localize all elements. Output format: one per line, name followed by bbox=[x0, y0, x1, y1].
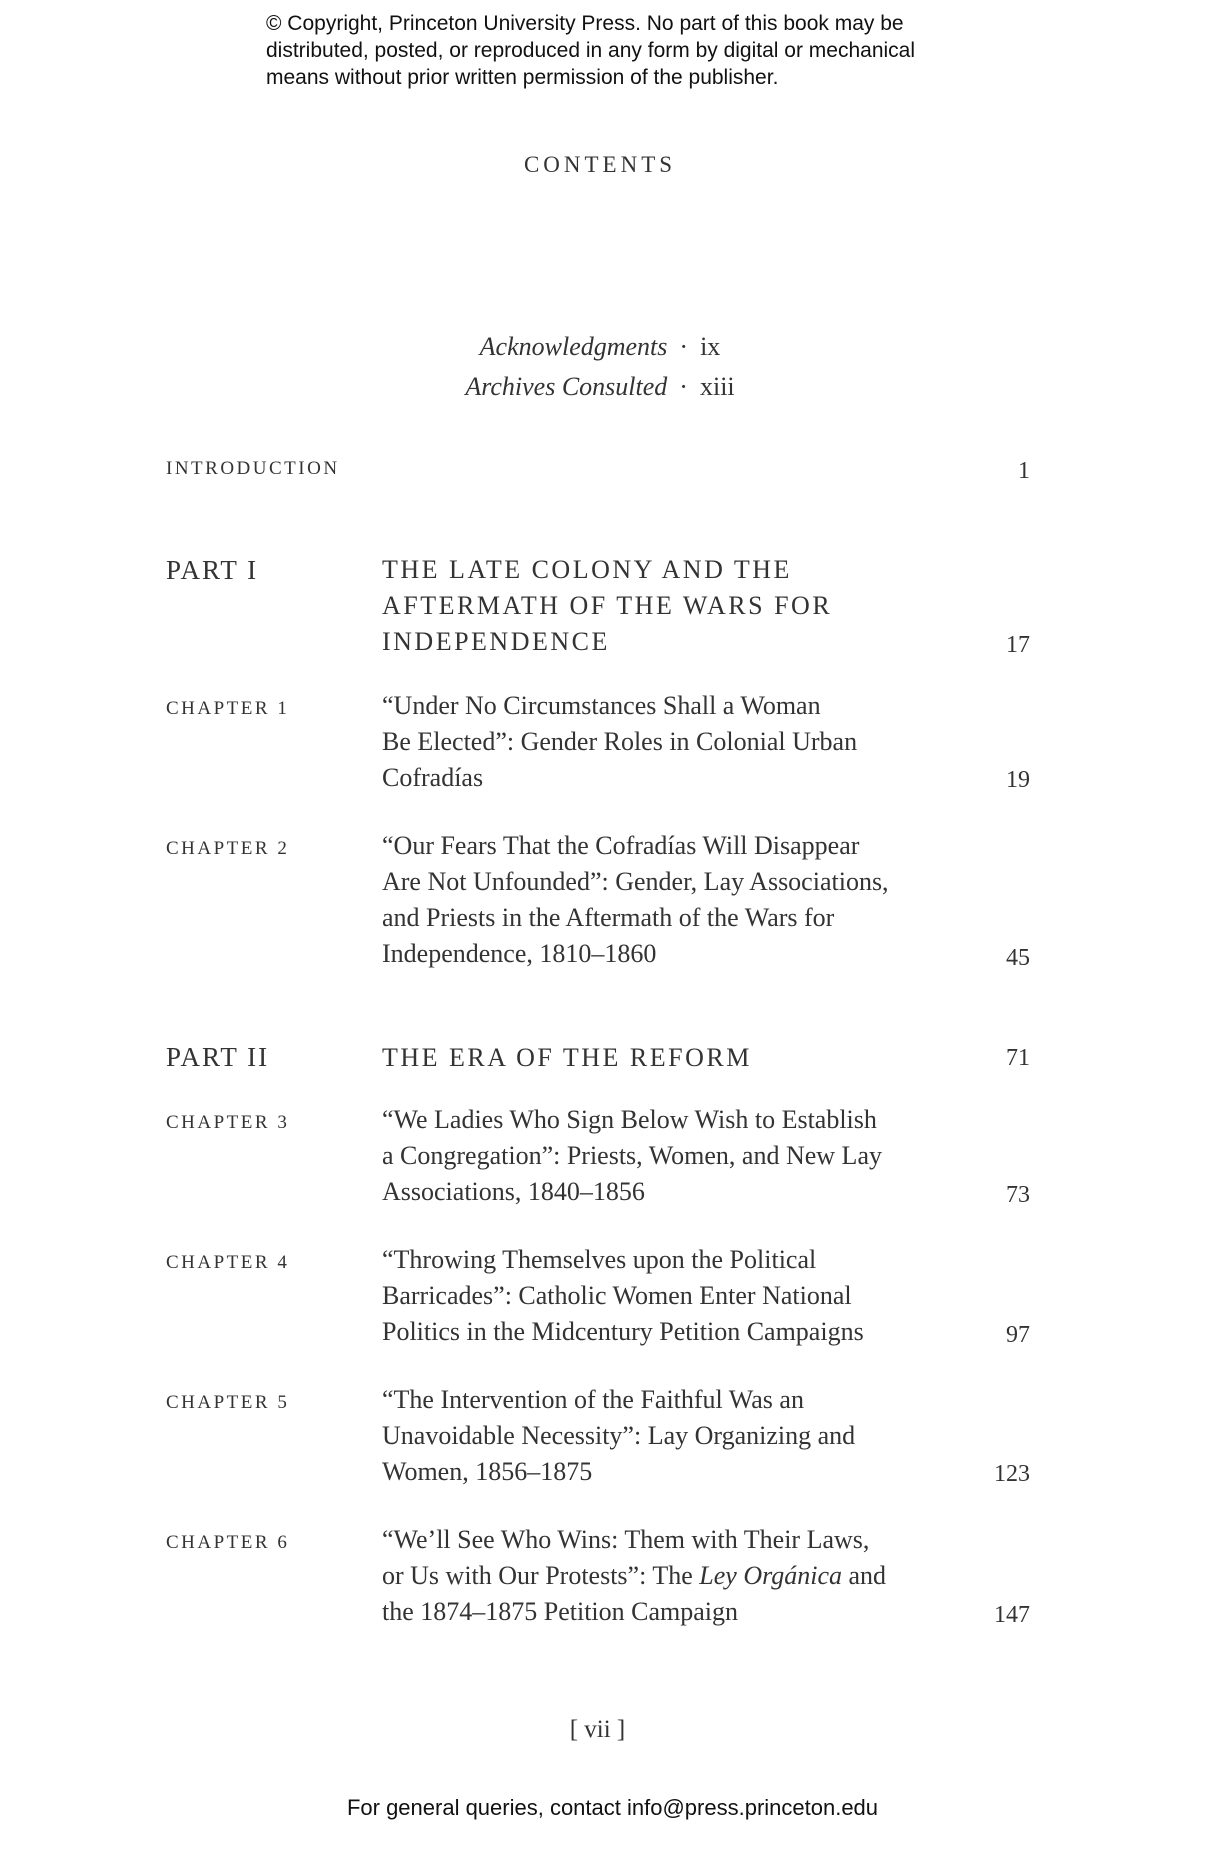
chapter-title-line: “Our Fears That the Cofradías Will Disappear bbox=[382, 831, 860, 860]
part-2-page: 71 bbox=[1006, 1045, 1030, 1071]
copyright-line: distributed, posted, or reproduced in any form by digital or mechanical bbox=[266, 39, 916, 62]
introduction-page: 1 bbox=[1018, 458, 1030, 484]
chapter-title-line: Barricades”: Catholic Women Enter National bbox=[382, 1281, 852, 1310]
chapter-title-line: Be Elected”: Gender Roles in Colonial Urban bbox=[382, 727, 858, 756]
chapter-title-line: Independence, 1810–1860 bbox=[382, 939, 657, 968]
chapter-title-line: “We Ladies Who Sign Below Wish to Establish bbox=[382, 1105, 877, 1134]
chapter-6-page: 147 bbox=[994, 1602, 1030, 1628]
chapter-title-line: “We’ll See Who Wins: Them with Their Laws, bbox=[382, 1525, 870, 1554]
chapter-6-title[interactable] bbox=[382, 1522, 942, 1630]
chapter-title-text: and bbox=[842, 1561, 887, 1590]
page-title: CONTENTS bbox=[523, 152, 677, 177]
front-matter-title: Archives Consulted bbox=[465, 372, 668, 401]
contact-footer: For general queries, contact info@press.princeton.edu bbox=[346, 1795, 879, 1820]
chapter-6-label: CHAPTER 6 bbox=[166, 1532, 290, 1553]
separator-dot: · bbox=[679, 332, 689, 361]
chapter-title-line: Are Not Unfounded”: Gender, Lay Associations, bbox=[382, 867, 889, 896]
chapter-5-title[interactable] bbox=[382, 1382, 942, 1490]
chapter-title-line: “The Intervention of the Faithful Was an bbox=[382, 1385, 804, 1414]
front-matter-page: ix bbox=[700, 332, 721, 361]
chapter-title-line: Associations, 1840–1856 bbox=[382, 1177, 645, 1206]
introduction-label[interactable]: INTRODUCTION bbox=[166, 458, 340, 479]
chapter-5-label: CHAPTER 5 bbox=[166, 1392, 290, 1413]
chapter-3-title[interactable] bbox=[382, 1102, 942, 1210]
front-matter-page: xiii bbox=[699, 372, 735, 401]
part-title-line: INDEPENDENCE bbox=[382, 627, 610, 656]
front-matter-acknowledgments[interactable] bbox=[0, 332, 1200, 362]
front-matter-title: Acknowledgments bbox=[479, 332, 668, 361]
chapter-2-label: CHAPTER 2 bbox=[166, 838, 290, 859]
page-number: [ vii ] bbox=[569, 1716, 626, 1743]
chapter-4-title[interactable] bbox=[382, 1242, 942, 1350]
part-2-label: PART II bbox=[166, 1042, 270, 1072]
chapter-3-page: 73 bbox=[1006, 1182, 1030, 1208]
chapter-4-page: 97 bbox=[1006, 1322, 1030, 1348]
chapter-title-line: “Under No Circumstances Shall a Woman bbox=[382, 691, 821, 720]
chapter-title-line bbox=[382, 1558, 942, 1594]
chapter-title-line: Politics in the Midcentury Petition Campaigns bbox=[382, 1317, 864, 1346]
chapter-title-line: Women, 1856–1875 bbox=[382, 1457, 593, 1486]
copyright-notice bbox=[266, 10, 1026, 91]
chapter-3-label: CHAPTER 3 bbox=[166, 1112, 290, 1133]
chapter-title-line: “Throwing Themselves upon the Political bbox=[382, 1245, 817, 1274]
chapter-title-italic: Ley Orgánica bbox=[699, 1561, 843, 1590]
part-2-title[interactable] bbox=[382, 1040, 942, 1076]
chapter-title-line: a Congregation”: Priests, Women, and New Lay bbox=[382, 1141, 882, 1170]
chapter-title-line: the 1874–1875 Petition Campaign bbox=[382, 1597, 739, 1626]
front-matter-archives[interactable] bbox=[0, 372, 1200, 402]
chapter-title-line: Cofradías bbox=[382, 763, 484, 792]
part-title-line: THE LATE COLONY AND THE bbox=[382, 555, 792, 584]
chapter-5-page: 123 bbox=[994, 1461, 1030, 1487]
chapter-4-label: CHAPTER 4 bbox=[166, 1252, 290, 1273]
copyright-line: © Copyright, Princeton University Press. No part of this book may be bbox=[266, 12, 904, 35]
part-1-title[interactable] bbox=[382, 552, 942, 660]
chapter-1-title[interactable] bbox=[382, 688, 942, 796]
chapter-1-label: CHAPTER 1 bbox=[166, 698, 290, 719]
separator-dot: · bbox=[679, 372, 688, 401]
chapter-2-title[interactable] bbox=[382, 828, 942, 972]
part-1-page: 17 bbox=[1006, 632, 1030, 658]
chapter-2-page: 45 bbox=[1006, 945, 1030, 971]
chapter-title-text: or Us with Our Protests”: The bbox=[382, 1561, 700, 1590]
chapter-title-line: and Priests in the Aftermath of the Wars for bbox=[382, 903, 835, 932]
part-1-label: PART I bbox=[166, 555, 259, 585]
chapter-title-line: Unavoidable Necessity”: Lay Organizing and bbox=[382, 1421, 856, 1450]
part-title-line: THE ERA OF THE REFORM bbox=[382, 1043, 752, 1072]
chapter-1-page: 19 bbox=[1006, 767, 1030, 793]
copyright-line: means without prior written permission of the publisher. bbox=[266, 66, 779, 89]
part-title-line: AFTERMATH OF THE WARS FOR bbox=[382, 591, 833, 620]
